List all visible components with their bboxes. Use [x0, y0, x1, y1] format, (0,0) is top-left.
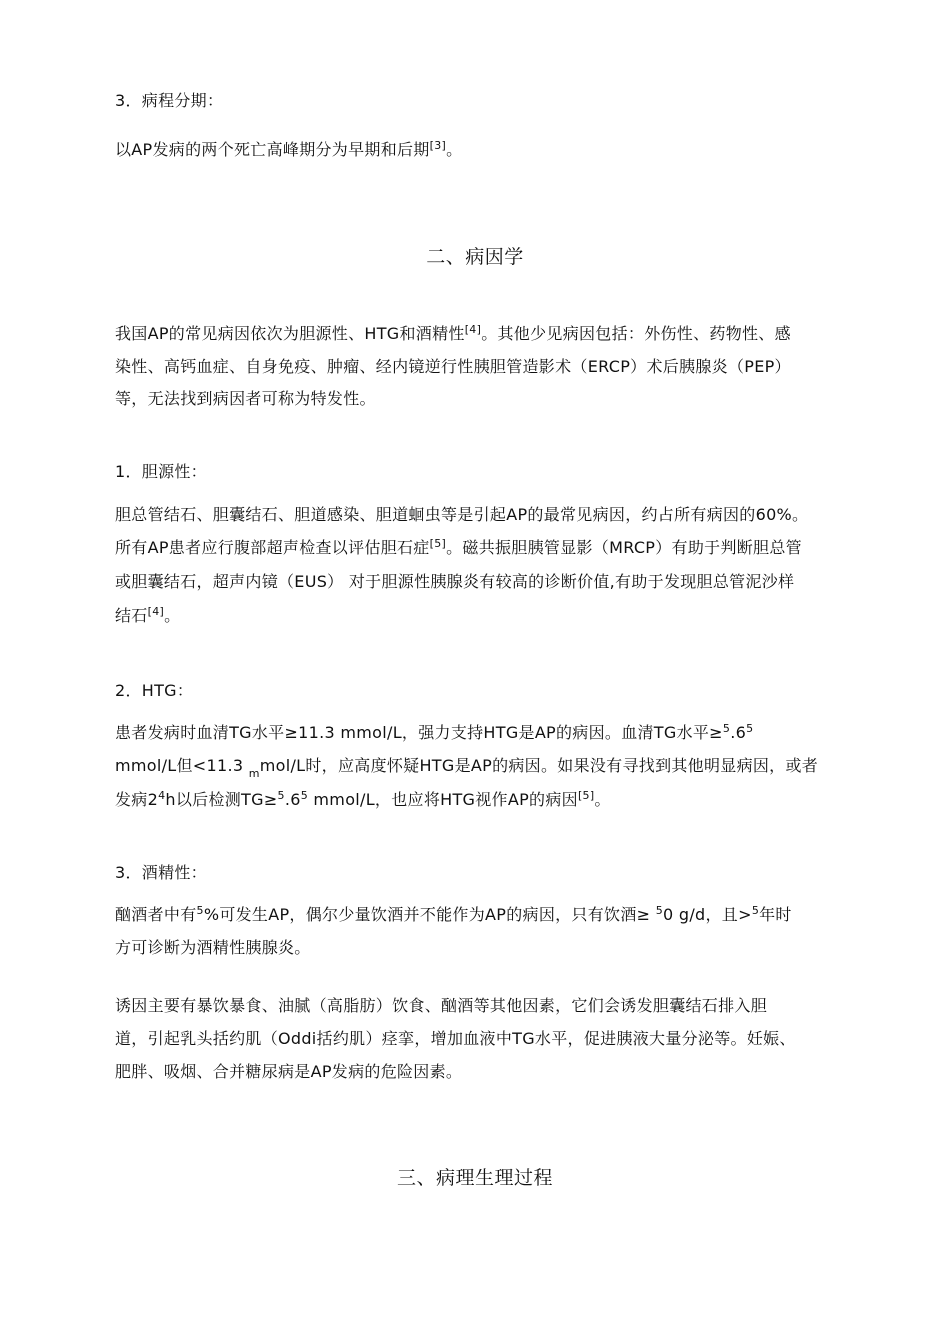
citation-5: [5]	[577, 789, 595, 802]
paragraph-alcohol-line-1: 酗酒者中有$^5$%可发生AP，偶尔少量饮酒并不能作为AP的病因，只有饮酒≥ $^5$0 g/d，且>$^5$年时	[115, 904, 792, 924]
section-heading-alcohol: 3．酒精性：	[115, 863, 207, 882]
paragraph-htg-line-3: 发病$2^4h$以后检测$TG\ge^5.6^5$ mmol/L，也应将HTG视作AP的病因[5]。	[115, 789, 611, 809]
section-heading-htg: 2．HTG：	[115, 681, 194, 700]
section-heading-biliary: 1．胆源性：	[115, 462, 207, 481]
paragraph-etiology-line-1: 我国AP的常见病因依次为胆源性、HTG和酒精性[4]。其他少见病因包括：外伤性、药物性、感	[115, 323, 791, 343]
paragraph-htg-line-1: 患者发病时血清TG水平≥11.3 mmol/L，强力支持HTG是AP的病因。血清TG水平$\ge^5.6^5$	[115, 722, 754, 742]
paragraph-etiology-line-3: 等，无法找到病因者可称为特发性。	[115, 389, 376, 408]
paragraph-triggers-line-3: 肥胖、吸烟、合并糖尿病是AP发病的危险因素。	[115, 1062, 463, 1081]
paragraph-biliary-line-1: 胆总管结石、胆囊结石、胆道感染、胆道蛔虫等是引起AP的最常见病因，约占所有病因的60%。	[115, 505, 809, 524]
citation-4: [4]	[464, 323, 482, 336]
paragraph-triggers-line-2: 道，引起乳头括约肌（Oddi括约肌）痉挛，增加血液中TG水平，促进胰液大量分泌等。妊娠、	[115, 1029, 796, 1048]
section-title-etiology: 二、病因学	[426, 246, 524, 268]
citation-3: [3]	[429, 139, 447, 152]
citation-4: [4]	[147, 605, 165, 618]
paragraph-htg-line-2: mmol/L但<11.3 $_m$mol/L时，应高度怀疑HTG是AP的病因。如果没有寻找到其他明显病因，或者	[115, 756, 819, 780]
paragraph-biliary-line-3: 或胆囊结石，超声内镜（EUS） 对于胆源性胰腺炎有较高的诊断价值,有助于发现胆总管泥沙样	[115, 572, 795, 591]
paragraph-alcohol-line-2: 方可诊断为酒精性胰腺炎。	[115, 938, 311, 957]
section-heading-stage: 3．病程分期：	[115, 91, 224, 110]
paragraph-biliary-line-4: 结石[4]。	[115, 605, 181, 625]
paragraph-stage: 以AP发病的两个死亡高峰期分为早期和后期[3]。	[115, 139, 463, 159]
paragraph-etiology-line-2: 染性、高钙血症、自身免疫、肿瘤、经内镜逆行性胰胆管造影术（ERCP）术后胰腺炎（PEP）	[115, 357, 791, 376]
paragraph-triggers-line-1: 诱因主要有暴饮暴食、油腻（高脂肪）饮食、酗酒等其他因素，它们会诱发胆囊结石排入胆	[115, 996, 768, 1015]
section-title-pathophysiology: 三、病理生理过程	[396, 1167, 553, 1189]
paragraph-biliary-line-2: 所有AP患者应行腹部超声检查以评估胆石症[5]。磁共振胆胰管显影（MRCP）有助于判断胆总管	[115, 537, 802, 557]
citation-5: [5]	[429, 537, 447, 550]
